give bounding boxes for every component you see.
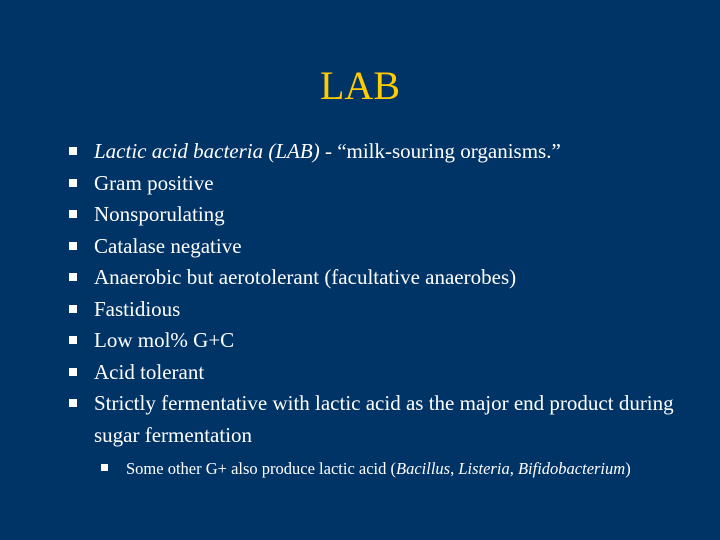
square-bullet-icon [69, 368, 77, 376]
square-bullet-icon [69, 210, 77, 218]
organism-listeria: Listeria [458, 459, 510, 478]
square-bullet-icon [69, 273, 77, 281]
bullet-text: Fastidious [94, 296, 181, 321]
bullet-text: Nonsporulating [94, 202, 225, 226]
bullet-text: Acid tolerant [94, 359, 205, 384]
sub-bullet-suffix: ) [625, 459, 631, 478]
list-item [66, 168, 686, 200]
bullet-text: Gram positive [94, 170, 214, 195]
bullet-text: - “milk-souring organisms.” [319, 139, 561, 163]
square-bullet-icon [69, 147, 77, 155]
bullet-text: Anaerobic but aerotolerant (facultative anaerobes) [94, 265, 517, 289]
list-item [66, 388, 686, 480]
square-bullet-icon [69, 336, 77, 344]
list-item [66, 136, 686, 168]
bullet-list [66, 136, 686, 480]
bullet-text: Low mol% G+C [94, 328, 235, 352]
sub-bullet-prefix: Some other G+ also produce lactic acid ( [126, 459, 397, 478]
square-bullet-icon [69, 305, 77, 313]
sub-bullet-list [94, 457, 686, 480]
list-item [66, 231, 686, 263]
slide-title: LAB [320, 63, 400, 108]
list-item [66, 262, 686, 294]
list-item [66, 199, 686, 231]
separator: , [450, 459, 459, 478]
list-item [66, 357, 686, 389]
bullet-text-italic: Lactic acid bacteria (LAB) [94, 139, 320, 163]
list-item [66, 294, 686, 326]
separator: , [509, 459, 518, 478]
square-bullet-icon [69, 242, 77, 250]
square-bullet-icon [69, 399, 77, 407]
organism-bifidobacterium: Bifidobacterium [517, 459, 626, 478]
list-item [66, 325, 686, 357]
bullet-text: Strictly fermentative with lactic acid as the major end product during sugar fermentation [94, 391, 674, 447]
organism-bacillus: Bacillus [396, 459, 451, 478]
sub-list-item [94, 457, 686, 480]
bullet-text: Catalase negative [94, 233, 242, 258]
square-bullet-icon [69, 179, 77, 187]
square-bullet-icon [101, 464, 108, 471]
